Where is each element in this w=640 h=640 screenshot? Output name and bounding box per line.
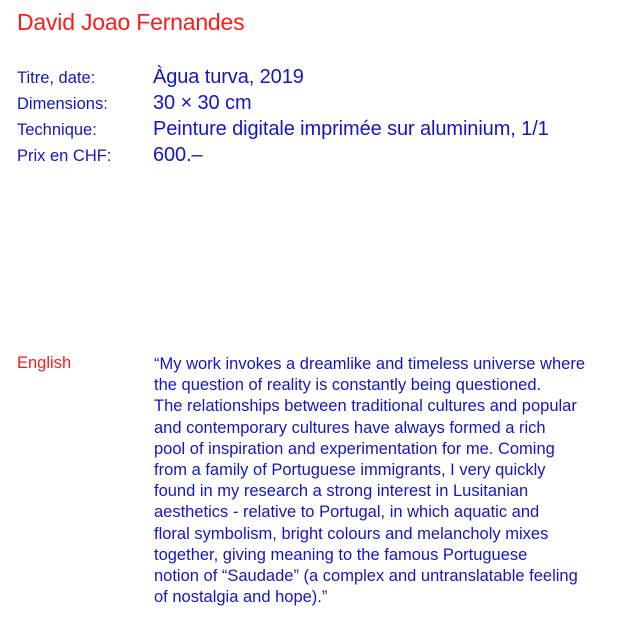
language-label: English [17,354,72,372]
detail-label: Technique: [17,121,97,139]
artist-name: David Joao Fernandes [17,9,245,35]
statement-line: aesthetics - relative to Portugal, in which aquatic and [154,503,540,522]
detail-row-title [17,66,304,92]
detail-label: Dimensions: [17,95,108,113]
artist-statement [154,354,624,608]
detail-row-price [17,144,203,170]
detail-value: Peinture digitale imprimée sur aluminium, 1/1 [153,118,549,140]
statement-line: found in my research a strong interest in Lusitanian [154,482,529,501]
detail-value: Àgua turva, 2019 [153,66,304,88]
statement-line: “My work invokes a dreamlike and timeless universe where [154,355,585,373]
detail-label: Titre, date: [17,69,96,87]
detail-value: 600.– [153,144,203,166]
statement-line: The relationships between traditional cultures and popular [154,397,577,416]
statement-line: from a family of Portuguese immigrants, I very quickly [154,461,546,480]
detail-row-dimensions [17,92,252,118]
statement-line: together, giving meaning to the famous Portuguese [154,545,528,564]
statement-line: floral symbolism, bright colours and melancholy mixes [154,524,549,543]
detail-value: 30 × 30 cm [153,92,252,114]
detail-row-technique [17,118,549,144]
detail-label: Prix en CHF: [17,147,112,165]
statement-line: of nostalgia and hope).” [154,588,328,607]
statement-line: and contemporary cultures have always formed a rich [154,418,546,437]
statement-line: notion of “Saudade” (a complex and untranslatable feeling [154,567,578,586]
statement-line: the question of reality is constantly being questioned. [154,376,542,395]
statement-line: pool of inspiration and experimentation for me. Coming [154,439,555,458]
